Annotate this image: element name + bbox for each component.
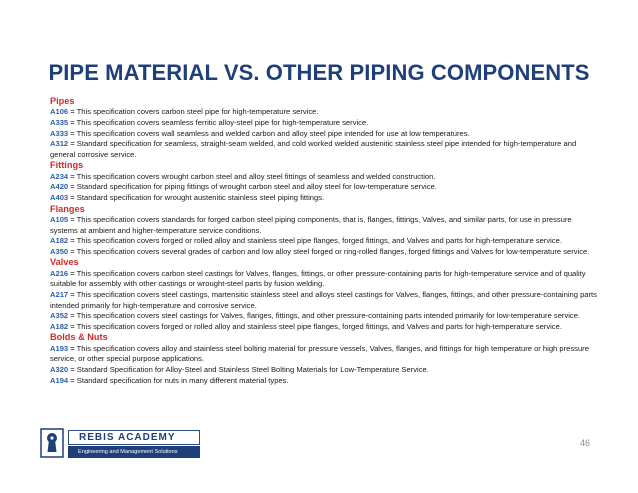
spec-code: A193 xyxy=(50,343,69,353)
slide-title: PIPE MATERIAL VS. OTHER PIPING COMPONENTS xyxy=(48,60,590,85)
spec-item xyxy=(50,129,598,140)
spec-code: A352 xyxy=(50,311,69,321)
spec-code: A312 xyxy=(50,139,69,149)
spec-code: A182 xyxy=(50,321,69,331)
logo-name: REBIS ACADEMY xyxy=(68,430,200,445)
section-flanges xyxy=(50,204,598,258)
spec-item xyxy=(50,215,598,236)
spec-code: A182 xyxy=(50,236,69,246)
spec-code: A216 xyxy=(50,268,69,278)
spec-code: A403 xyxy=(50,192,69,202)
rebis-academy-logo xyxy=(40,428,200,460)
spec-item xyxy=(50,118,598,129)
spec-text: = Standard specification for seamless, straight-seam welded, and cold worked welded austenitic stainless steel pipe intended for high-temperature and general corrosive service. xyxy=(50,139,577,159)
spec-item xyxy=(50,182,598,193)
spec-text: = This specification covers steel castings for Valves, flanges, fittings, and other pressure-containing parts intended primarily for low-temperature service. xyxy=(68,311,581,321)
spec-code: A333 xyxy=(50,128,69,138)
spec-code: A105 xyxy=(50,214,69,224)
spec-code: A320 xyxy=(50,364,69,374)
spec-text: = Standard specification for nuts in many different material types. xyxy=(68,375,289,385)
section-valves xyxy=(50,257,598,332)
spec-item xyxy=(50,311,598,322)
spec-code: A335 xyxy=(50,118,69,127)
spec-text: = This specification covers steel castings, martensitic stainless steel and alloys steel castings for Valves, flanges, fittings, and other pressure-containing parts intended primarily for high-temperature and corrosive service. xyxy=(50,289,597,310)
spec-text: = This specification covers carbon steel castings for Valves, flanges, fittings, or other pressure-containing parts for high-temperature service and of quality suitable for assembly with other castings or wrought-steel parts by fusion welding. xyxy=(50,268,586,289)
spec-item xyxy=(50,236,598,247)
spec-item xyxy=(50,290,598,311)
spec-item xyxy=(50,365,598,376)
spec-item xyxy=(50,344,598,365)
spec-text: = This specification covers seamless ferritic alloy-steel pipe for high-temperature service. xyxy=(68,118,369,127)
spec-code: A234 xyxy=(50,171,69,181)
spec-text: = This specification covers wall seamless and welded carbon and alloy steel pipe intended for use at low temperatures. xyxy=(68,128,470,138)
spec-code: A106 xyxy=(50,107,69,117)
spec-text: = Standard specification for wrought austenitic stainless steel piping fittings. xyxy=(68,192,325,202)
spec-item xyxy=(50,376,598,387)
spec-text: = This specification covers alloy and stainless steel bolting material for pressure vessels, Valves, flanges, and fittings for high temperature or high pressure service, or other special purpose applications. xyxy=(50,343,589,364)
spec-text: = This specification covers wrought carbon steel and alloy steel fittings of seamless and welded construction. xyxy=(68,171,436,181)
spec-text: = Standard Specification for Alloy-Steel and Stainless Steel Bolting Materials for Low-Temperature Service. xyxy=(68,364,429,374)
spec-item xyxy=(50,139,598,160)
keyhole-icon xyxy=(40,428,64,458)
spec-code: A194 xyxy=(50,375,69,385)
spec-text: = This specification covers forged or rolled alloy and stainless steel pipe flanges, forged fittings, and Valves and parts for high-temperature service. xyxy=(68,236,562,246)
logo-tagline: Engineering and Management Solutions xyxy=(68,446,200,458)
spec-text: = This specification covers standards for forged carbon steel piping components, that is, flanges, fittings, Valves, and similar parts, for use in pressure systems at ambient and higher-temperature service conditions. xyxy=(50,214,572,235)
spec-text: = Standard specification for piping fittings of wrought carbon steel and alloy steel for low-temperature service. xyxy=(68,182,437,192)
section-heading: Fittings xyxy=(50,160,84,171)
spec-item xyxy=(50,269,598,290)
spec-text: = This specification covers several grades of carbon and low alloy steel forged or ring-rolled flanges, forged fittings and Valves for low-temperature service. xyxy=(68,246,590,256)
spec-code: A350 xyxy=(50,246,69,256)
spec-code: A217 xyxy=(50,289,69,299)
spec-item xyxy=(50,247,598,258)
spec-text: = This specification covers carbon steel pipe for high-temperature service. xyxy=(68,107,319,117)
section-heading: Flanges xyxy=(50,203,85,214)
section-heading: Bolds & Nuts xyxy=(50,332,108,343)
section-bolts-nuts xyxy=(50,332,598,386)
spec-text: = This specification covers forged or rolled alloy and stainless steel pipe flanges, forged fittings, and Valves and parts for high-temperature service. xyxy=(68,321,562,331)
spec-item xyxy=(50,322,598,333)
section-fittings xyxy=(50,160,598,203)
spec-list xyxy=(50,96,598,386)
spec-item xyxy=(50,107,598,118)
spec-item xyxy=(50,172,598,183)
section-heading: Valves xyxy=(50,257,79,268)
section-heading: Pipes xyxy=(50,96,75,106)
section-pipes xyxy=(50,96,598,160)
spec-code: A420 xyxy=(50,182,69,192)
page-number: 46 xyxy=(579,438,590,448)
spec-item xyxy=(50,193,598,204)
